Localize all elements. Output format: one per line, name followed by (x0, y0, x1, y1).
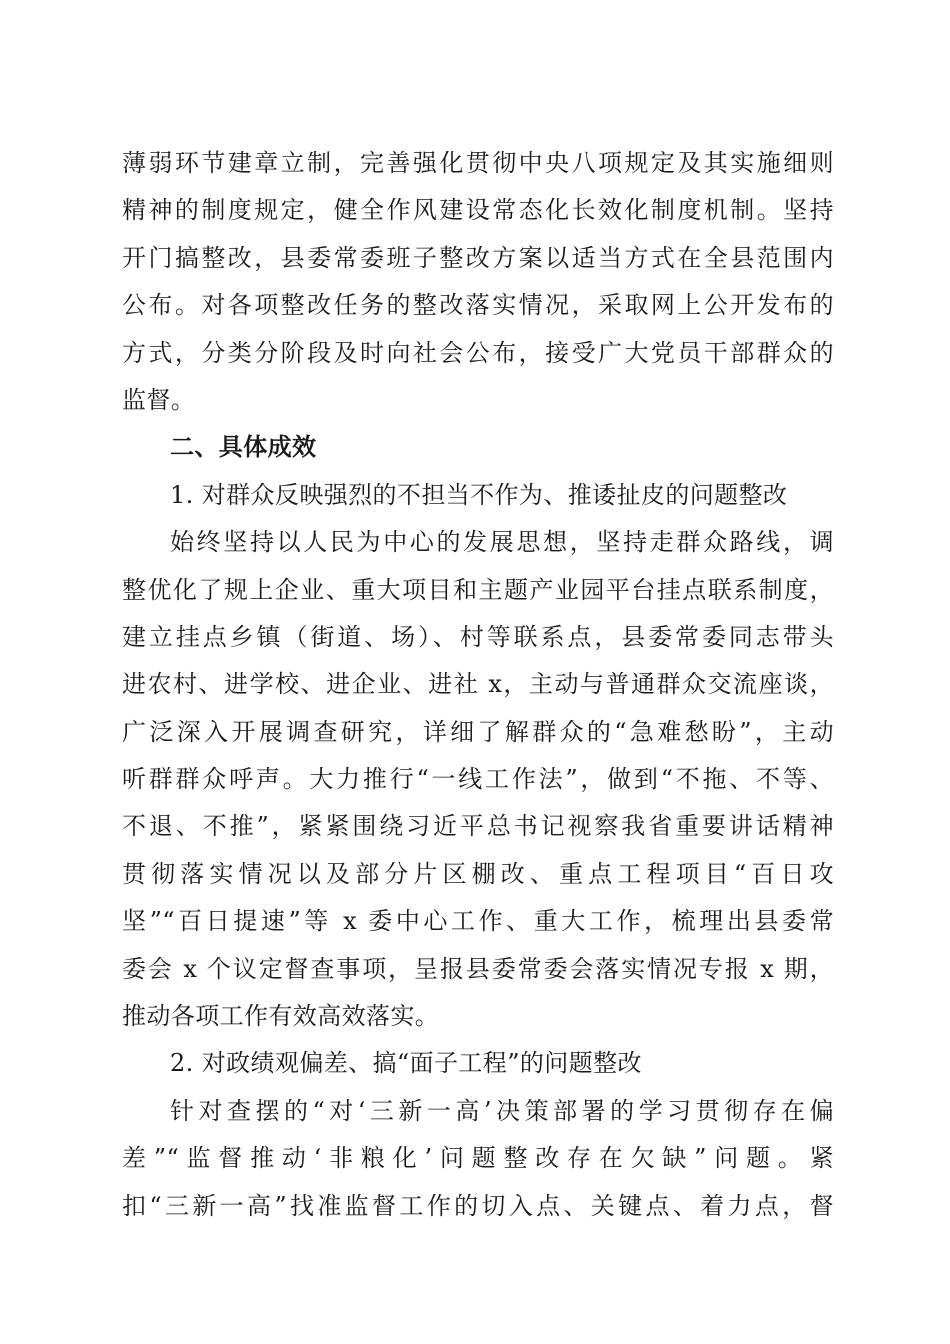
text-line: 扣“三新一高”找准监督工作的切入点、关键点、着力点，督 (122, 1191, 834, 1220)
text-line: 推动各项工作有效高效落实。 (122, 1002, 440, 1031)
text-line: 监督。 (122, 385, 196, 414)
text-line: 建立挂点乡镇（街道、场）、村等联系点，县委常委同志带头 (122, 622, 834, 651)
text-line: 坚”“百日提速”等 x 委中心工作、重大工作，梳理出县委常 (122, 907, 834, 936)
subsection-heading: 1. 对群众反映强烈的不担当不作为、推诿扯皮的问题整改 (170, 480, 788, 509)
text-line: 公布。对各项整改任务的整改落实情况，采取网上公开发布的 (122, 291, 834, 320)
body-text (122, 140, 834, 1230)
paragraph-first-line: 针对查摆的“对‘三新一高’决策部署的学习贯彻存在偏 (170, 1096, 834, 1125)
section-heading: 二、具体成效 (170, 433, 317, 462)
text-line: 委会 x 个议定督查事项，呈报县委常委会落实情况专报 x 期， (122, 954, 834, 983)
text-line: 广泛深入开展调查研究，详细了解群众的“急难愁盼”，主动 (122, 717, 834, 746)
subsection-heading: 2. 对政绩观偏差、搞“面子工程”的问题整改 (170, 1049, 642, 1078)
text-line: 进农村、进学校、进企业、进社 x，主动与普通群众交流座谈， (122, 670, 834, 699)
text-line: 方式，分类分阶段及时向社会公布，接受广大党员干部群众的 (122, 338, 834, 367)
text-line: 薄弱环节建章立制，完善强化贯彻中央八项规定及其实施细则 (122, 149, 834, 177)
text-line: 整优化了规上企业、重大项目和主题产业园平台挂点联系制度， (122, 575, 834, 604)
paragraph-first-line: 始终坚持以人民为中心的发展思想，坚持走群众路线，调 (170, 528, 834, 557)
text-line: 开门搞整改，县委常委班子整改方案以适当方式在全县范围内 (122, 243, 834, 272)
text-line: 贯彻落实情况以及部分片区棚改、重点工程项目“百日攻 (122, 859, 834, 888)
text-line: 听群群众呼声。大力推行“一线工作法”，做到“不拖、不等、 (122, 765, 834, 794)
text-line: 差”“监督推动‘非粮化’问题整改存在欠缺”问题。紧 (122, 1144, 834, 1173)
text-line: 不退、不推”，紧紧围绕习近平总书记视察我省重要讲话精神 (122, 812, 834, 841)
text-line: 精神的制度规定，健全作风建设常态化长效化制度机制。坚持 (122, 196, 834, 225)
